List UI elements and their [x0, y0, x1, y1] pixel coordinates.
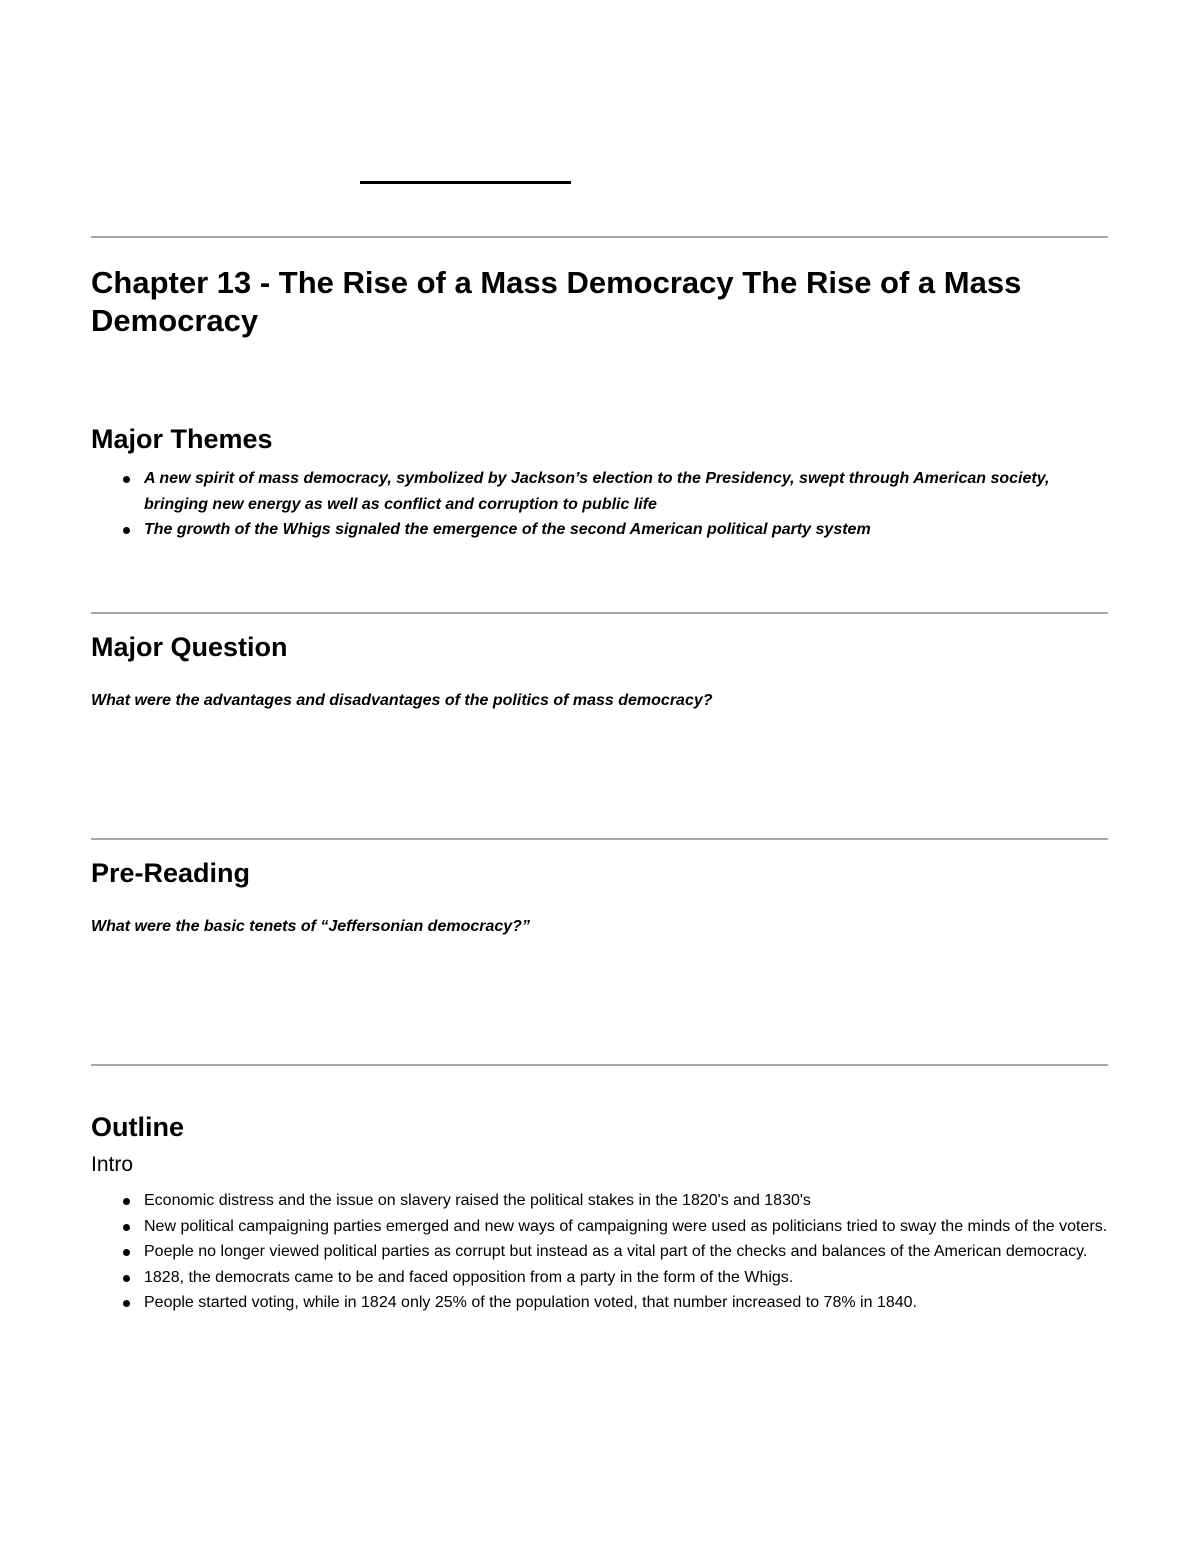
bullet-icon	[123, 1249, 130, 1256]
major-question-heading: Major Question	[91, 632, 288, 662]
list-item-text: Poeple no longer viewed political parties as corrupt but instead as a vital part of the checks and balances of the American democracy.	[144, 1243, 1088, 1260]
list-item	[91, 466, 1108, 517]
section-divider	[91, 236, 1108, 238]
list-item-text: People started voting, while in 1824 only 25% of the population voted, that number increased to 78% in 1840.	[144, 1294, 917, 1311]
outline-list	[91, 1188, 1108, 1316]
section-divider	[91, 1064, 1108, 1066]
list-item	[91, 517, 1108, 543]
bullet-icon	[123, 476, 130, 483]
bullet-icon	[123, 1275, 130, 1282]
bullet-icon	[123, 1300, 130, 1307]
bullet-icon	[123, 527, 130, 534]
outline-subheading: Intro	[91, 1153, 134, 1176]
list-item	[91, 1239, 1108, 1265]
list-item	[91, 1265, 1108, 1291]
major-themes-heading: Major Themes	[91, 424, 273, 454]
major-question-text: What were the advantages and disadvantages of the politics of mass democracy?	[91, 692, 713, 709]
list-item-text: The growth of the Whigs signaled the emergence of the second American political party system	[144, 521, 871, 538]
name-blank-line	[360, 181, 571, 184]
section-divider	[91, 838, 1108, 840]
bullet-icon	[123, 1224, 130, 1231]
list-item	[91, 1214, 1108, 1240]
list-item	[91, 1290, 1108, 1316]
pre-reading-question-text: What were the basic tenets of “Jeffersonian democracy?”	[91, 918, 530, 935]
list-item	[91, 1188, 1108, 1214]
page-title: Chapter 13 - The Rise of a Mass Democracy The Rise of a Mass Democracy	[91, 265, 1022, 338]
list-item-text: 1828, the democrats came to be and faced opposition from a party in the form of the Whigs.	[144, 1268, 794, 1286]
major-themes-list	[91, 466, 1108, 543]
section-divider	[91, 612, 1108, 614]
list-item-text: Economic distress and the issue on slavery raised the political stakes in the 1820's and 1830's	[144, 1192, 811, 1209]
list-item-text: A new spirit of mass democracy, symbolized by Jackson’s election to the Presidency, swept through American society, bringing new energy as well as conflict and corruption to public life	[144, 470, 1050, 513]
list-item-text: New political campaigning parties emerged and new ways of campaigning were used as politicians tried to sway the minds of the voters.	[144, 1217, 1108, 1235]
outline-heading: Outline	[91, 1112, 184, 1142]
pre-reading-heading: Pre-Reading	[91, 858, 251, 888]
bullet-icon	[123, 1198, 130, 1205]
